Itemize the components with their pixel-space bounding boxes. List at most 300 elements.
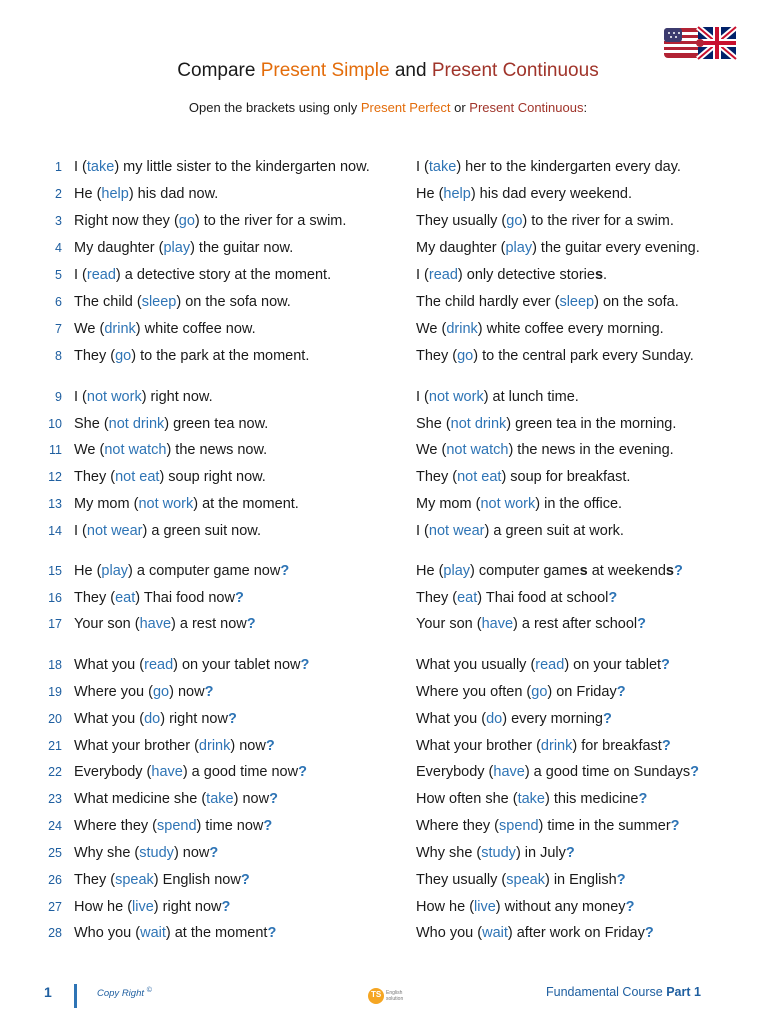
verb-hint: help [443, 186, 471, 202]
verb-hint: have [139, 616, 172, 632]
sentence-text: How he ( [74, 899, 133, 915]
sentence-text: ) now [169, 684, 205, 700]
sentence-text: ) green tea in the morning. [506, 416, 677, 432]
exercise-row [0, 316, 768, 342]
footer-divider [74, 984, 77, 1008]
sentence-text: ) a rest now [171, 616, 247, 632]
simple-sentence [416, 920, 654, 946]
sentence-text: ) my little sister to the kindergarten now. [114, 159, 370, 175]
verb-hint: not eat [115, 469, 160, 485]
verb-hint: do [486, 711, 503, 727]
verb-hint: have [151, 764, 183, 780]
sentence-text: He ( [416, 563, 444, 579]
simple-sentence [416, 786, 647, 812]
sentence-text: What medicine she ( [74, 791, 207, 807]
exercise-number: 28 [48, 926, 62, 940]
exercise-number: 8 [55, 349, 62, 363]
sentence-text: What you ( [74, 711, 145, 727]
exercise-number: 15 [48, 564, 62, 578]
verb-hint: go [506, 213, 523, 229]
sentence-text: They ( [416, 590, 458, 606]
simple-sentence [416, 611, 646, 637]
exercise-row [0, 464, 768, 490]
sentence-text: What your brother ( [416, 738, 541, 754]
simple-sentence [416, 706, 612, 732]
continuous-sentence [74, 786, 278, 812]
sentence-text: My mom ( [74, 496, 139, 512]
exercise-row [0, 181, 768, 207]
continuous-sentence [74, 585, 244, 611]
continuous-sentence [74, 437, 267, 463]
exercise-row [0, 786, 768, 812]
exercise-number: 12 [48, 470, 62, 484]
exercise-number: 26 [48, 873, 62, 887]
sentence-text: We ( [74, 321, 105, 337]
simple-sentence [416, 235, 700, 261]
exercise-row [0, 208, 768, 234]
verb-hint: play [163, 240, 191, 256]
sentence-text: ) a detective story at the moment. [115, 267, 332, 283]
continuous-sentence [74, 894, 230, 920]
sentence-text: Why she ( [416, 845, 482, 861]
sentence-text: ) on the sofa now. [176, 294, 291, 310]
exercise-number: 22 [48, 765, 62, 779]
instruction-present-perfect: Present Perfect [360, 100, 451, 115]
title-and: and [389, 60, 432, 81]
exercise-row [0, 154, 768, 180]
continuous-sentence [74, 262, 331, 288]
question-mark: ? [673, 563, 683, 579]
continuous-sentence [74, 611, 256, 637]
exercise-number: 13 [48, 497, 62, 511]
exercise-row [0, 518, 768, 544]
sentence-text: ) to the park at the moment. [131, 348, 310, 364]
exercise-row [0, 652, 768, 678]
simple-sentence [416, 558, 683, 584]
sentence-text: ) her to the kindergarten every day. [456, 159, 681, 175]
sentence-text: ) this medicine [544, 791, 639, 807]
sentence-text: ) his dad now. [128, 186, 219, 202]
question-mark: ? [670, 818, 680, 834]
exercise-row [0, 343, 768, 369]
exercise-row [0, 235, 768, 261]
exercise-number: 2 [55, 187, 62, 201]
copyright [97, 987, 152, 999]
sentence-text: I ( [74, 267, 87, 283]
sentence-text: I ( [416, 389, 429, 405]
verb-hint: live [474, 899, 496, 915]
exercise-number: 4 [55, 241, 62, 255]
sentence-text: What you ( [74, 657, 145, 673]
exercise-number: 23 [48, 792, 62, 806]
continuous-sentence [74, 154, 370, 180]
question-mark: ? [227, 711, 237, 727]
sentence-text: What your brother ( [74, 738, 199, 754]
sentence-text: ) in English [544, 872, 617, 888]
sentence-text: They ( [74, 469, 116, 485]
sentence-text: ) white coffee every morning. [477, 321, 664, 337]
question-mark: ? [661, 738, 671, 754]
sentence-text: We ( [74, 442, 105, 458]
exercise-row [0, 411, 768, 437]
ts-english-solution-logo [368, 988, 412, 1006]
exercise-row [0, 706, 768, 732]
sentence-text: ) Thai food at school [477, 590, 609, 606]
sentence-text: ) to the river for a swim. [194, 213, 347, 229]
exercise-number: 19 [48, 685, 62, 699]
sentence-text: ) time in the summer [538, 818, 671, 834]
simple-sentence [416, 316, 664, 342]
continuous-sentence [74, 920, 276, 946]
verb-hint: not work [480, 496, 536, 512]
logo-mark: TS [371, 990, 382, 999]
sentence-text: They ( [74, 872, 116, 888]
sentence-text: Right now they ( [74, 213, 179, 229]
page-number: 1 [44, 984, 52, 1000]
sentence-text: ) at the moment [165, 925, 268, 941]
sentence-text: s [579, 563, 588, 579]
sentence-text: Everybody ( [416, 764, 494, 780]
simple-sentence [416, 208, 674, 234]
simple-sentence [416, 518, 624, 544]
sentence-text: They usually ( [416, 213, 507, 229]
sentence-text: They ( [74, 348, 116, 364]
exercise-row [0, 840, 768, 866]
continuous-sentence [74, 813, 272, 839]
verb-hint: drink [540, 738, 573, 754]
verb-hint: sleep [141, 294, 177, 310]
continuous-sentence [74, 208, 346, 234]
verb-hint: not watch [104, 442, 167, 458]
continuous-sentence [74, 343, 309, 369]
sentence-text: They ( [416, 469, 458, 485]
verb-hint: speak [506, 872, 545, 888]
instruction-or: or [450, 100, 470, 115]
continuous-sentence [74, 652, 309, 678]
sentence-text: What you usually ( [416, 657, 536, 673]
simple-sentence [416, 585, 617, 611]
question-mark: ? [269, 791, 278, 807]
copyright-text: Copy Right [97, 988, 144, 1000]
instruction-prefix: Open the brackets using only [188, 100, 361, 115]
sentence-text: Where you ( [74, 684, 153, 700]
continuous-sentence [74, 867, 250, 893]
course-label [546, 985, 701, 999]
sentence-text: ) now [230, 738, 266, 754]
sentence-text: Where they ( [74, 818, 157, 834]
question-mark: ? [616, 684, 626, 700]
simple-sentence [416, 840, 575, 866]
exercise-row [0, 437, 768, 463]
sentence-text: She ( [74, 416, 109, 432]
verb-hint: go [115, 348, 132, 364]
sentence-text: ) right now. [141, 389, 213, 405]
sentence-text: The child ( [74, 294, 142, 310]
exercise-row [0, 262, 768, 288]
continuous-sentence [74, 411, 268, 437]
simple-sentence [416, 181, 632, 207]
continuous-sentence [74, 181, 218, 207]
verb-hint: not wear [428, 523, 485, 539]
question-mark: ? [246, 616, 256, 632]
logo-text [386, 990, 403, 1002]
sentence-text: She ( [416, 416, 451, 432]
continuous-sentence [74, 518, 261, 544]
verb-hint: take [86, 159, 115, 175]
question-mark: ? [625, 899, 635, 915]
title-present-continuous: Present Continuous [431, 60, 599, 81]
verb-hint: drink [446, 321, 478, 337]
sentence-text: The child hardly ever ( [416, 294, 560, 310]
sentence-text: ) his dad every weekend. [470, 186, 633, 202]
sentence-text: They ( [416, 348, 458, 364]
question-mark: ? [608, 590, 618, 606]
verb-hint: wait [482, 925, 508, 941]
exercise-row [0, 585, 768, 611]
sentence-text: ) green tea now. [164, 416, 269, 432]
sentence-text: ) time now [196, 818, 264, 834]
sentence-text: Who you ( [416, 925, 483, 941]
sentence-text: ) at lunch time. [483, 389, 579, 405]
exercise-row [0, 733, 768, 759]
sentence-text: They usually ( [416, 872, 507, 888]
verb-hint: take [206, 791, 234, 807]
exercise-number: 25 [48, 846, 62, 860]
verb-hint: take [517, 791, 545, 807]
title-prefix: Compare [177, 60, 261, 81]
question-mark: ? [263, 818, 273, 834]
question-mark: ? [267, 925, 277, 941]
verb-hint: eat [457, 590, 478, 606]
simple-sentence [416, 262, 607, 288]
question-mark: ? [602, 711, 612, 727]
sentence-text: Your son ( [74, 616, 140, 632]
continuous-sentence [74, 679, 213, 705]
sentence-text: at weekend [587, 563, 666, 579]
question-mark: ? [565, 845, 575, 861]
sentence-text: ) to the river for a swim. [522, 213, 674, 229]
exercise-number: 17 [48, 617, 62, 631]
question-mark: ? [221, 899, 231, 915]
simple-sentence [416, 652, 670, 678]
question-mark: ? [661, 657, 670, 673]
sentence-text: ) soup for breakfast. [501, 469, 631, 485]
sentence-text: My daughter ( [74, 240, 164, 256]
sentence-text: ) on your tablet now [173, 657, 301, 673]
verb-hint: not watch [446, 442, 509, 458]
simple-sentence [416, 813, 680, 839]
sentence-text: ) only detective storie [457, 267, 595, 283]
sentence-text: ) after work on Friday [507, 925, 645, 941]
verb-hint: have [481, 616, 514, 632]
sentence-text: ) now [173, 845, 210, 861]
verb-hint: go [152, 684, 170, 700]
question-mark: ? [644, 925, 654, 941]
exercise-number: 10 [48, 417, 62, 431]
sentence-text: ) a good time on Sundays [524, 764, 691, 780]
sentence-text: I ( [74, 159, 87, 175]
exercise-number: 3 [55, 214, 62, 228]
simple-sentence [416, 411, 676, 437]
question-mark: ? [638, 791, 648, 807]
exercise-number: 11 [49, 443, 62, 457]
exercise-row [0, 813, 768, 839]
page-title [0, 60, 768, 82]
exercise-number: 9 [55, 390, 62, 404]
exercise-number: 21 [48, 739, 62, 753]
verb-hint: read [535, 657, 565, 673]
verb-hint: go [531, 684, 548, 700]
exercise-row [0, 867, 768, 893]
verb-hint: read [144, 657, 174, 673]
verb-hint: sleep [559, 294, 595, 310]
question-mark: ? [298, 764, 307, 780]
exercise-row [0, 289, 768, 315]
verb-hint: study [139, 845, 174, 861]
sentence-text: ) now [233, 791, 270, 807]
exercise-row [0, 894, 768, 920]
title-present-simple: Present Simple [260, 60, 390, 81]
sentence-text: ) to the central park every Sunday. [473, 348, 694, 364]
simple-sentence [416, 867, 626, 893]
sentence-text: Why she ( [74, 845, 140, 861]
continuous-sentence [74, 289, 291, 315]
simple-sentence [416, 464, 630, 490]
sentence-text: ) the news in the evening. [508, 442, 674, 458]
sentence-text: ) the news now. [166, 442, 268, 458]
sentence-text: ) right now [160, 711, 228, 727]
continuous-sentence [74, 464, 266, 490]
question-mark: ? [265, 738, 275, 754]
instruction [0, 100, 768, 115]
sentence-text: He ( [74, 563, 102, 579]
continuous-sentence [74, 840, 218, 866]
verb-hint: have [493, 764, 525, 780]
verb-hint: help [101, 186, 129, 202]
sentence-text: ) in July [515, 845, 566, 861]
simple-sentence [416, 491, 622, 517]
exercise-number: 5 [55, 268, 62, 282]
exercise-number: 7 [55, 322, 62, 336]
exercise-row [0, 679, 768, 705]
question-mark: ? [209, 845, 219, 861]
sentence-text: ) without any money [495, 899, 626, 915]
sentence-text: ) soup right now. [159, 469, 266, 485]
verb-hint: study [481, 845, 516, 861]
verb-hint: drink [198, 738, 231, 754]
verb-hint: read [86, 267, 116, 283]
course-part: Part 1 [666, 985, 701, 999]
sentence-text: ) a good time now [182, 764, 299, 780]
sentence-text: ) the guitar every evening. [532, 240, 700, 256]
sentence-text: ) every morning [502, 711, 603, 727]
simple-sentence [416, 894, 634, 920]
verb-hint: play [101, 563, 129, 579]
simple-sentence [416, 437, 674, 463]
sentence-text: Where they ( [416, 818, 499, 834]
continuous-sentence [74, 316, 256, 342]
instruction-present-continuous: Present Continuous [469, 100, 584, 115]
sentence-text: s [665, 563, 674, 579]
continuous-sentence [74, 235, 293, 261]
us-uk-flag-puzzle-icon [662, 24, 738, 62]
sentence-text: Your son ( [416, 616, 482, 632]
exercise-number: 27 [48, 900, 62, 914]
sentence-text: Where you often ( [416, 684, 532, 700]
exercise-row [0, 920, 768, 946]
sentence-text: I ( [74, 523, 87, 539]
sentence-text: ) the guitar now. [190, 240, 294, 256]
exercise-row [0, 558, 768, 584]
sentence-text: Everybody ( [74, 764, 152, 780]
question-mark: ? [637, 616, 646, 632]
exercise-row [0, 611, 768, 637]
instruction-suffix: : [583, 100, 588, 115]
exercise-number: 14 [48, 524, 62, 538]
verb-hint: wait [140, 925, 166, 941]
sentence-text: They ( [74, 590, 116, 606]
continuous-sentence [74, 491, 299, 517]
copyright-symbol: © [146, 987, 152, 994]
verb-hint: not work [138, 496, 194, 512]
logo-text-line-2: solution [386, 996, 404, 1002]
exercise-number: 16 [48, 591, 62, 605]
continuous-sentence [74, 759, 307, 785]
exercise-row [0, 759, 768, 785]
exercise-number: 18 [48, 658, 62, 672]
sentence-text: ) Thai food now [135, 590, 235, 606]
sentence-text: ) English now [153, 872, 241, 888]
verb-hint: not work [86, 389, 142, 405]
verb-hint: go [178, 213, 195, 229]
continuous-sentence [74, 558, 289, 584]
sentence-text: ) computer game [470, 563, 580, 579]
question-mark: ? [280, 563, 290, 579]
verb-hint: go [457, 348, 474, 364]
exercise-number: 24 [48, 819, 62, 833]
verb-hint: read [428, 267, 458, 283]
exercise-number: 20 [48, 712, 62, 726]
verb-hint: do [144, 711, 161, 727]
simple-sentence [416, 384, 579, 410]
verb-hint: play [443, 563, 471, 579]
verb-hint: speak [115, 872, 154, 888]
continuous-sentence [74, 733, 275, 759]
verb-hint: take [428, 159, 457, 175]
question-mark: ? [240, 872, 250, 888]
sentence-text: ) white coffee now. [135, 321, 256, 337]
sentence-text: ) in the office. [535, 496, 623, 512]
continuous-sentence [74, 384, 213, 410]
sentence-text: How he ( [416, 899, 475, 915]
verb-hint: spend [157, 818, 197, 834]
verb-hint: play [505, 240, 533, 256]
question-mark: ? [204, 684, 214, 700]
sentence-text: What you ( [416, 711, 487, 727]
simple-sentence [416, 733, 671, 759]
sentence-text: ) a rest after school [513, 616, 638, 632]
simple-sentence [416, 154, 681, 180]
question-mark: ? [690, 764, 699, 780]
sentence-text: I ( [416, 159, 429, 175]
verb-hint: not work [428, 389, 484, 405]
sentence-text: ) a green suit at work. [484, 523, 624, 539]
sentence-text: He ( [74, 186, 102, 202]
verb-hint: not wear [86, 523, 143, 539]
sentence-text: How often she ( [416, 791, 518, 807]
sentence-text: We ( [416, 442, 447, 458]
sentence-text: I ( [416, 523, 429, 539]
